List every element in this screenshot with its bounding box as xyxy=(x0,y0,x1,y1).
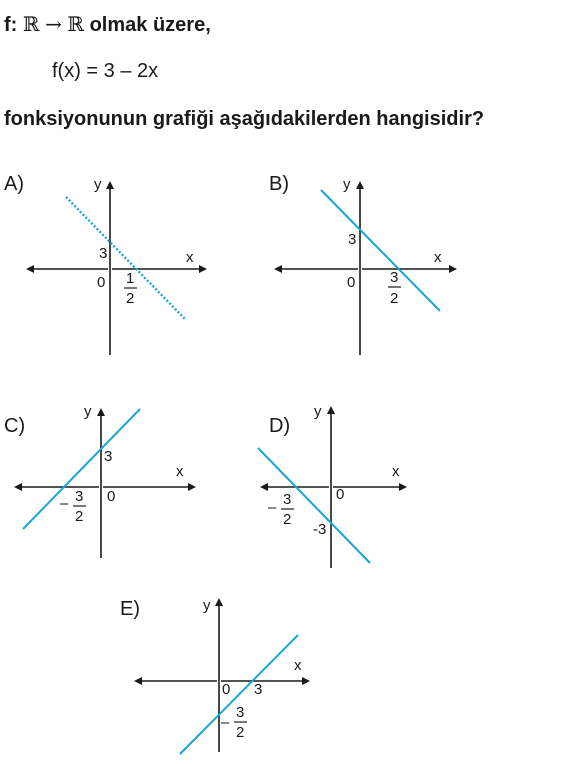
question-prompt: fonksiyonunun grafiği aşağıdakilerden hangisidir? xyxy=(4,108,485,130)
option-e-frac-sign: – xyxy=(221,714,230,731)
domain-set-symbol: ℝ xyxy=(22,12,40,36)
option-c-origin: 0 xyxy=(107,488,116,505)
option-d[interactable] xyxy=(258,403,405,568)
option-b-frac-num: 3 xyxy=(390,269,399,286)
function-name: f: xyxy=(4,14,23,36)
option-b-label: B) xyxy=(269,173,289,195)
option-b[interactable] xyxy=(269,173,455,355)
option-d-frac-den: 2 xyxy=(283,511,292,528)
option-b-y-intercept: 3 xyxy=(348,231,357,248)
option-a-label: A) xyxy=(4,173,24,195)
option-b-origin: 0 xyxy=(347,274,356,291)
option-b-y-label: y xyxy=(343,176,351,193)
option-a-origin: 0 xyxy=(97,274,106,291)
option-e-frac-num: 3 xyxy=(236,704,245,721)
mapping-arrow: → xyxy=(45,12,62,36)
option-d-frac-sign: – xyxy=(268,499,277,516)
option-d-y-label: y xyxy=(314,403,322,420)
option-a-frac-num: 1 xyxy=(126,270,135,287)
condition-text: olmak üzere, xyxy=(84,14,211,36)
option-c-frac-den: 2 xyxy=(75,508,84,525)
option-e-x-intercept: 3 xyxy=(254,681,263,698)
option-e-frac-den: 2 xyxy=(236,724,245,741)
option-d-y-intercept: -3 xyxy=(313,521,327,538)
option-e-x-label: x xyxy=(294,657,302,674)
option-a-y-intercept: 3 xyxy=(99,245,108,262)
function-definition: f(x) = 3 – 2x xyxy=(52,60,159,82)
option-e-label: E) xyxy=(120,598,140,620)
option-e-origin: 0 xyxy=(222,681,231,698)
option-d-x-label: x xyxy=(392,463,400,480)
option-c-frac-sign: – xyxy=(60,495,69,512)
option-b-graph-line xyxy=(321,190,440,311)
option-e-y-label: y xyxy=(203,597,211,614)
option-c[interactable] xyxy=(4,403,194,558)
codomain-set-symbol: ℝ xyxy=(67,12,85,36)
option-b-x-label: x xyxy=(434,249,442,266)
option-b-frac-den: 2 xyxy=(390,290,399,307)
option-a-frac-den: 2 xyxy=(126,290,135,307)
option-c-label: C) xyxy=(4,415,26,437)
option-a-x-label: x xyxy=(186,249,194,266)
option-c-y-intercept: 3 xyxy=(104,448,113,465)
option-e[interactable] xyxy=(120,597,308,754)
option-a-y-label: y xyxy=(94,176,102,193)
option-c-x-label: x xyxy=(176,463,184,480)
option-d-frac-num: 3 xyxy=(283,491,292,508)
option-c-frac-num: 3 xyxy=(75,488,84,505)
option-d-label: D) xyxy=(269,415,291,437)
option-c-y-label: y xyxy=(84,403,92,420)
option-a[interactable] xyxy=(4,173,205,355)
option-d-origin: 0 xyxy=(336,486,345,503)
